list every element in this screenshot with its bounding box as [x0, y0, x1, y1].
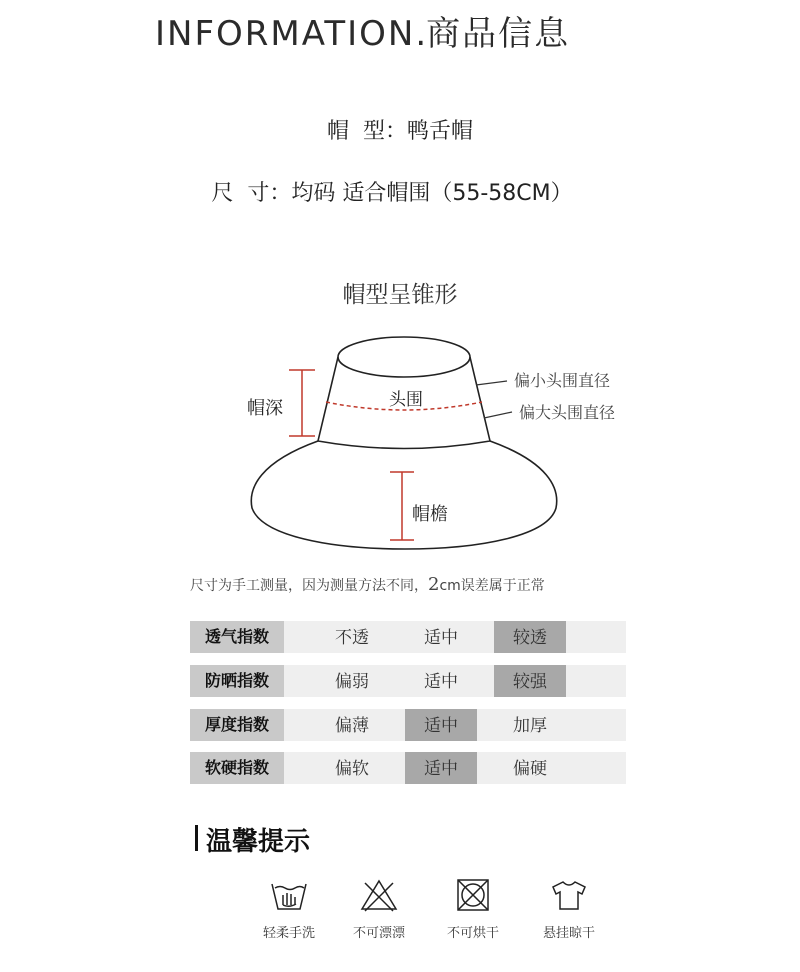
- note-text-after: cm误差属于正常: [439, 578, 545, 594]
- small-diameter-pointer: [476, 381, 507, 385]
- index-option-selected: 较透: [494, 621, 566, 653]
- index-row-sun-protection: [190, 665, 626, 697]
- brim-label: 帽檐: [412, 504, 448, 525]
- spec-size-value: 均码 适合帽围（55-58CM）: [291, 181, 573, 206]
- measurement-note: [190, 574, 545, 595]
- index-option-selected: 较强: [494, 665, 566, 697]
- large-diameter-pointer: [484, 412, 512, 418]
- index-label: 软硬指数: [190, 752, 284, 784]
- spec-type-label-1: 帽: [326, 119, 349, 144]
- index-option: 偏薄: [335, 716, 369, 736]
- note-number: 2: [428, 574, 440, 595]
- index-option: 加厚: [513, 716, 547, 736]
- care-label: 轻柔手洗: [262, 926, 315, 941]
- no-tumble-dry-icon: [453, 878, 493, 912]
- index-option-selected: 适中: [405, 752, 477, 784]
- index-row-thickness: [190, 709, 626, 741]
- care-label: 不可漂漂: [352, 926, 405, 941]
- index-option: 偏软: [335, 759, 369, 779]
- header-title-cn: 商品信息: [426, 14, 571, 54]
- header-dot: .: [415, 14, 427, 54]
- care-item-no-bleach: [339, 878, 419, 941]
- spec-type-label-2: 型：: [362, 119, 407, 144]
- care-label: 悬挂晾干: [542, 926, 595, 941]
- spec-type-value: 鸭舌帽: [407, 119, 474, 144]
- care-item-no-tumble-dry: [433, 878, 513, 941]
- spec-size: [0, 176, 792, 207]
- small-diameter-label: 偏小头围直径: [514, 371, 611, 390]
- spec-size-label-1: 尺: [211, 181, 234, 206]
- tips-title: 温馨提示: [206, 827, 311, 857]
- diagram-subtitle: 帽型呈锥形: [342, 282, 458, 308]
- tips-accent-bar: [195, 825, 198, 851]
- hang-dry-icon: [549, 878, 589, 912]
- no-bleach-icon: [359, 878, 399, 912]
- head-circumference-label: 头围: [389, 390, 423, 410]
- hat-brim-outline: [251, 441, 556, 549]
- note-text-before: 尺寸为手工测量，因为测量方法不同，: [190, 578, 428, 594]
- page-header: [155, 6, 570, 55]
- hand-wash-icon: [269, 878, 309, 912]
- index-label: 透气指数: [190, 621, 284, 653]
- hat-crown-top: [338, 337, 470, 377]
- spec-hat-type: [0, 114, 800, 145]
- index-option: 适中: [424, 672, 458, 692]
- spec-size-label-2: 寸：: [247, 181, 292, 206]
- index-row-breathability: [190, 621, 626, 653]
- depth-label: 帽深: [247, 398, 283, 419]
- index-row-softness: [190, 752, 626, 784]
- index-label: 厚度指数: [190, 709, 284, 741]
- index-option: 不透: [335, 628, 369, 648]
- hat-measurement-diagram: [0, 300, 800, 560]
- index-option: 适中: [424, 628, 458, 648]
- index-option: 偏弱: [335, 672, 369, 692]
- care-item-hang-dry: [529, 878, 609, 941]
- index-option: 偏硬: [513, 759, 547, 779]
- index-label: 防晒指数: [190, 665, 284, 697]
- header-title-en: INFORMATION: [155, 14, 416, 54]
- care-label: 不可烘干: [446, 926, 499, 941]
- index-option-selected: 适中: [405, 709, 477, 741]
- care-item-hand-wash: [249, 878, 329, 941]
- large-diameter-label: 偏大头围直径: [519, 403, 616, 422]
